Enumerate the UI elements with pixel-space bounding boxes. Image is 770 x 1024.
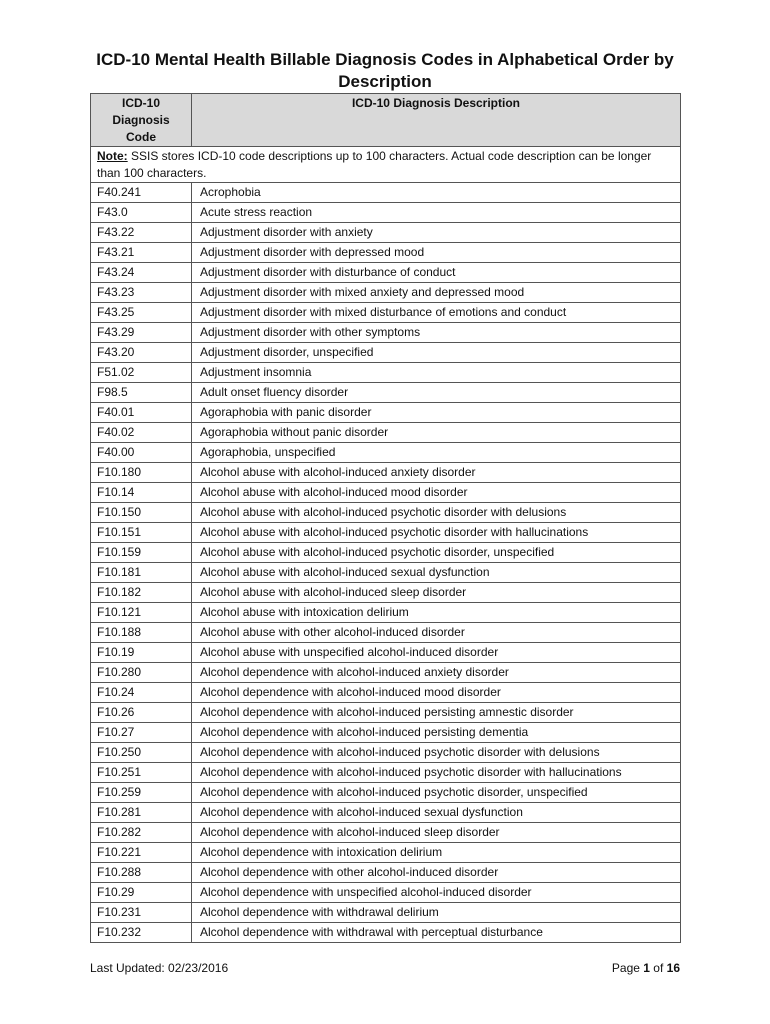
table-row (91, 903, 681, 923)
diagnosis-description: Adjustment disorder with anxiety (192, 223, 681, 243)
table-row (91, 543, 681, 563)
diagnosis-code: F43.25 (91, 303, 192, 323)
table-row (91, 863, 681, 883)
diagnosis-code: F43.23 (91, 283, 192, 303)
diagnosis-code: F10.19 (91, 643, 192, 663)
table-row (91, 343, 681, 363)
table-row (91, 683, 681, 703)
diagnosis-description: Adult onset fluency disorder (192, 383, 681, 403)
table-row (91, 303, 681, 323)
page-of: of (649, 961, 667, 975)
diagnosis-description: Adjustment disorder with disturbance of conduct (192, 263, 681, 283)
note-label: Note: (97, 149, 128, 163)
table-row (91, 723, 681, 743)
diagnosis-code: F10.181 (91, 563, 192, 583)
diagnosis-code: F10.27 (91, 723, 192, 743)
diagnosis-code: F10.14 (91, 483, 192, 503)
table-row (91, 183, 681, 203)
diagnosis-code: F43.24 (91, 263, 192, 283)
table-row (91, 263, 681, 283)
table-row (91, 483, 681, 503)
table-row (91, 923, 681, 943)
table-row (91, 643, 681, 663)
diagnosis-description: Alcohol abuse with unspecified alcohol-induced disorder (192, 643, 681, 663)
column-header-description: ICD-10 Diagnosis Description (192, 94, 681, 147)
diagnosis-description: Adjustment disorder with mixed disturbance of emotions and conduct (192, 303, 681, 323)
diagnosis-code: F10.29 (91, 883, 192, 903)
table-row (91, 703, 681, 723)
table-row (91, 583, 681, 603)
diagnosis-description: Adjustment insomnia (192, 363, 681, 383)
table-row (91, 623, 681, 643)
diagnosis-code: F10.232 (91, 923, 192, 943)
table-row (91, 663, 681, 683)
diagnosis-code: F10.26 (91, 703, 192, 723)
diagnosis-code: F98.5 (91, 383, 192, 403)
diagnosis-description: Alcohol dependence with alcohol-induced persisting amnestic disorder (192, 703, 681, 723)
diagnosis-code: F43.21 (91, 243, 192, 263)
diagnosis-description: Alcohol dependence with alcohol-induced sexual dysfunction (192, 803, 681, 823)
table-row (91, 383, 681, 403)
note-cell (91, 147, 681, 183)
diagnosis-code: F40.00 (91, 443, 192, 463)
table-row (91, 203, 681, 223)
table-row (91, 523, 681, 543)
table-row (91, 503, 681, 523)
note-row (91, 147, 681, 183)
diagnosis-code: F10.159 (91, 543, 192, 563)
table-row (91, 763, 681, 783)
diagnosis-code: F43.22 (91, 223, 192, 243)
diagnosis-code: F10.182 (91, 583, 192, 603)
diagnosis-code: F10.188 (91, 623, 192, 643)
diagnosis-description: Alcohol dependence with intoxication delirium (192, 843, 681, 863)
diagnosis-description: Alcohol abuse with alcohol-induced anxiety disorder (192, 463, 681, 483)
last-updated: Last Updated: 02/23/2016 (90, 961, 229, 975)
diagnosis-description: Alcohol dependence with alcohol-induced anxiety disorder (192, 663, 681, 683)
diagnosis-code: F10.151 (91, 523, 192, 543)
table-row (91, 803, 681, 823)
diagnosis-code: F10.288 (91, 863, 192, 883)
diagnosis-description: Adjustment disorder with mixed anxiety and depressed mood (192, 283, 681, 303)
column-header-code: ICD-10 Diagnosis Code (91, 94, 192, 147)
diagnosis-description: Adjustment disorder with other symptoms (192, 323, 681, 343)
diagnosis-description: Alcohol dependence with alcohol-induced psychotic disorder with hallucinations (192, 763, 681, 783)
table-row (91, 463, 681, 483)
table-row (91, 743, 681, 763)
diagnosis-description: Alcohol dependence with alcohol-induced sleep disorder (192, 823, 681, 843)
diagnosis-description: Alcohol dependence with withdrawal with perceptual disturbance (192, 923, 681, 943)
table-row (91, 443, 681, 463)
diagnosis-codes-table (90, 93, 681, 943)
diagnosis-code: F40.241 (91, 183, 192, 203)
diagnosis-description: Alcohol abuse with intoxication delirium (192, 603, 681, 623)
diagnosis-description: Alcohol abuse with alcohol-induced psychotic disorder, unspecified (192, 543, 681, 563)
diagnosis-description: Alcohol abuse with alcohol-induced mood disorder (192, 483, 681, 503)
diagnosis-code: F10.121 (91, 603, 192, 623)
table-row (91, 223, 681, 243)
table-header-row (91, 94, 681, 147)
table-row (91, 323, 681, 343)
table-row (91, 883, 681, 903)
diagnosis-description: Alcohol dependence with alcohol-induced persisting dementia (192, 723, 681, 743)
diagnosis-code: F40.01 (91, 403, 192, 423)
diagnosis-code: F10.282 (91, 823, 192, 843)
diagnosis-code: F43.29 (91, 323, 192, 343)
table-row (91, 403, 681, 423)
diagnosis-description: Alcohol abuse with alcohol-induced sleep disorder (192, 583, 681, 603)
diagnosis-description: Adjustment disorder with depressed mood (192, 243, 681, 263)
note-text: SSIS stores ICD-10 code descriptions up to 100 characters. Actual code description can be longer than 100 characters. (97, 149, 652, 180)
diagnosis-code: F10.180 (91, 463, 192, 483)
diagnosis-description: Alcohol dependence with other alcohol-induced disorder (192, 863, 681, 883)
diagnosis-description: Alcohol dependence with alcohol-induced psychotic disorder, unspecified (192, 783, 681, 803)
diagnosis-code: F10.250 (91, 743, 192, 763)
table-row (91, 603, 681, 623)
diagnosis-description: Agoraphobia without panic disorder (192, 423, 681, 443)
table-row (91, 823, 681, 843)
diagnosis-code: F10.24 (91, 683, 192, 703)
diagnosis-description: Acrophobia (192, 183, 681, 203)
diagnosis-code: F40.02 (91, 423, 192, 443)
diagnosis-description: Agoraphobia with panic disorder (192, 403, 681, 423)
diagnosis-description: Alcohol dependence with alcohol-induced mood disorder (192, 683, 681, 703)
table-row (91, 423, 681, 443)
diagnosis-code: F43.0 (91, 203, 192, 223)
diagnosis-code: F43.20 (91, 343, 192, 363)
diagnosis-description: Alcohol dependence with unspecified alcohol-induced disorder (192, 883, 681, 903)
diagnosis-code: F10.281 (91, 803, 192, 823)
diagnosis-description: Alcohol dependence with withdrawal delirium (192, 903, 681, 923)
diagnosis-code: F10.251 (91, 763, 192, 783)
diagnosis-description: Adjustment disorder, unspecified (192, 343, 681, 363)
diagnosis-description: Alcohol dependence with alcohol-induced psychotic disorder with delusions (192, 743, 681, 763)
table-row (91, 283, 681, 303)
diagnosis-code: F10.231 (91, 903, 192, 923)
diagnosis-description: Alcohol abuse with alcohol-induced sexual dysfunction (192, 563, 681, 583)
diagnosis-code: F10.221 (91, 843, 192, 863)
diagnosis-code: F10.259 (91, 783, 192, 803)
diagnosis-description: Alcohol abuse with other alcohol-induced disorder (192, 623, 681, 643)
diagnosis-description: Agoraphobia, unspecified (192, 443, 681, 463)
diagnosis-description: Alcohol abuse with alcohol-induced psychotic disorder with delusions (192, 503, 681, 523)
diagnosis-code: F10.150 (91, 503, 192, 523)
diagnosis-description: Acute stress reaction (192, 203, 681, 223)
diagnosis-code: F10.280 (91, 663, 192, 683)
page-prefix: Page (611, 961, 644, 975)
diagnosis-description: Alcohol abuse with alcohol-induced psychotic disorder with hallucinations (192, 523, 681, 543)
table-row (91, 563, 681, 583)
diagnosis-code: F51.02 (91, 363, 192, 383)
table-row (91, 783, 681, 803)
table-row (91, 843, 681, 863)
page-title: ICD-10 Mental Health Billable Diagnosis Codes in Alphabetical Order by Description (96, 50, 674, 91)
page-number (612, 961, 680, 975)
page-current: 1 (643, 961, 650, 975)
page-total: 16 (666, 961, 680, 975)
table-row (91, 243, 681, 263)
table-row (91, 363, 681, 383)
